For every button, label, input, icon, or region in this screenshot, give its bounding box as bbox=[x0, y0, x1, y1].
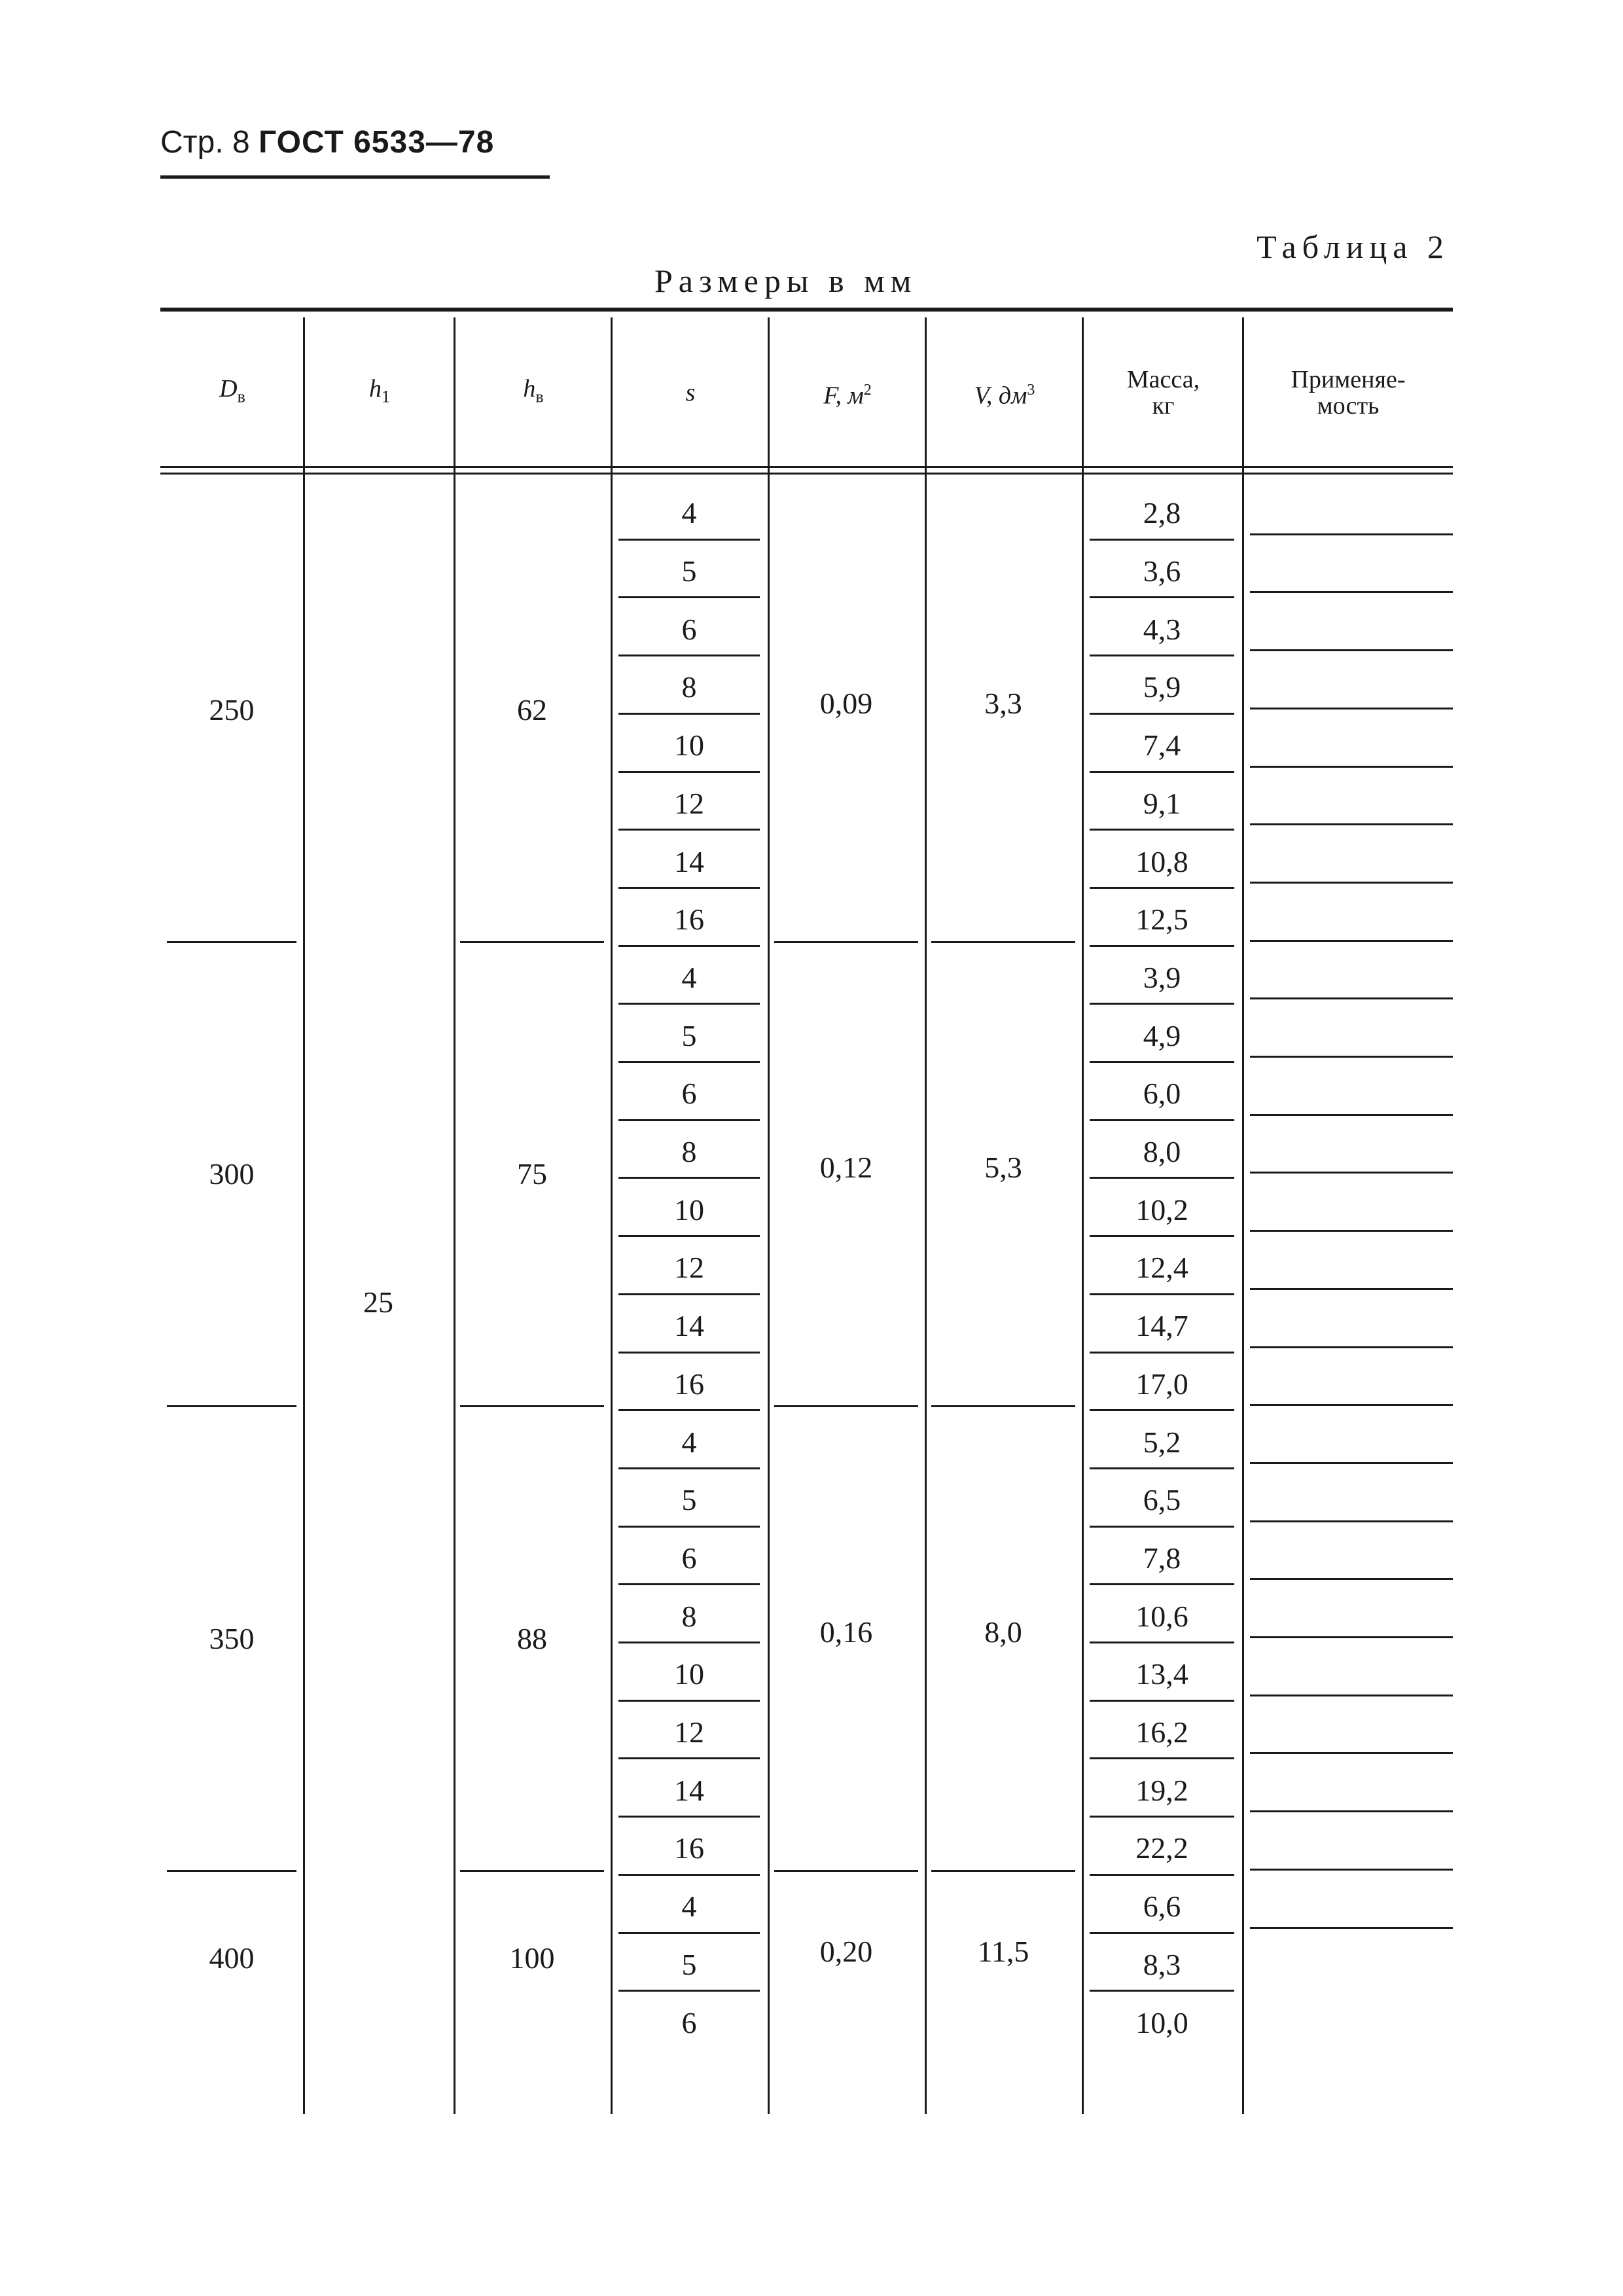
header-bottom-rule-2 bbox=[160, 473, 1453, 475]
row-rule-s bbox=[618, 1583, 760, 1585]
row-rule-mass bbox=[1090, 1467, 1234, 1469]
row-rule-applicability bbox=[1250, 1114, 1453, 1116]
row-rule-mass bbox=[1090, 1526, 1234, 1528]
row-rule-s bbox=[618, 713, 760, 715]
cell-s: 8 bbox=[681, 1135, 697, 1169]
row-rule-applicability bbox=[1250, 1869, 1453, 1871]
cell-mass: 19,2 bbox=[1135, 1773, 1188, 1807]
cell-s: 14 bbox=[674, 1309, 704, 1343]
cell-s: 8 bbox=[681, 1599, 697, 1633]
cell-s: 10 bbox=[674, 1193, 704, 1227]
row-rule-mass bbox=[1090, 1177, 1234, 1179]
cell-mass: 8,3 bbox=[1143, 1947, 1181, 1981]
col-divider-4 bbox=[768, 317, 770, 2114]
row-rule-applicability bbox=[1250, 1927, 1453, 1929]
row-rule-applicability bbox=[1250, 1172, 1453, 1174]
row-rule-applicability bbox=[1250, 940, 1453, 942]
group-rule-v bbox=[931, 1405, 1075, 1407]
row-rule-applicability bbox=[1250, 766, 1453, 768]
col-header-h1 bbox=[304, 317, 455, 468]
cell-s: 6 bbox=[681, 1077, 697, 1111]
row-rule-s bbox=[618, 887, 760, 889]
col-header-applicability-line1: Применяе- bbox=[1291, 366, 1406, 393]
table-label: Таблица 2 bbox=[1257, 228, 1450, 265]
row-rule-s bbox=[618, 829, 760, 831]
col-header-applicability-line2: мость bbox=[1317, 392, 1380, 420]
row-rule-mass bbox=[1090, 1003, 1234, 1005]
col-header-v-superscript: 3 bbox=[1027, 381, 1035, 399]
row-rule-applicability bbox=[1250, 1578, 1453, 1580]
cell-mass: 12,4 bbox=[1135, 1251, 1188, 1285]
cell-s: 5 bbox=[681, 1947, 697, 1981]
cell-f: 0,12 bbox=[819, 1151, 873, 1185]
cell-f: 0,16 bbox=[819, 1615, 873, 1649]
cell-f: 0,09 bbox=[819, 686, 873, 720]
row-rule-applicability bbox=[1250, 1404, 1453, 1406]
cell-s: 14 bbox=[674, 1773, 704, 1807]
cell-s: 16 bbox=[674, 903, 704, 937]
row-rule-mass bbox=[1090, 596, 1234, 598]
col-header-s bbox=[612, 317, 769, 468]
row-rule-s bbox=[618, 771, 760, 773]
cell-s: 10 bbox=[674, 728, 704, 762]
col-header-d bbox=[160, 317, 304, 468]
col-header-v-symbol: V, дм bbox=[974, 382, 1027, 410]
row-rule-applicability bbox=[1250, 1520, 1453, 1522]
col-header-hv bbox=[455, 317, 612, 468]
row-rule-s bbox=[618, 1816, 760, 1818]
group-rule-v bbox=[931, 941, 1075, 943]
group-rule-hv bbox=[460, 1405, 604, 1407]
row-rule-s bbox=[618, 1003, 760, 1005]
cell-s: 12 bbox=[674, 786, 704, 820]
row-rule-mass bbox=[1090, 539, 1234, 541]
cell-s: 5 bbox=[681, 554, 697, 588]
row-rule-s bbox=[618, 945, 760, 947]
row-rule-mass bbox=[1090, 1874, 1234, 1876]
col-header-f-symbol: F, м bbox=[823, 382, 864, 410]
row-rule-applicability bbox=[1250, 1230, 1453, 1232]
cell-v: 8,0 bbox=[984, 1615, 1022, 1649]
cell-s: 6 bbox=[681, 1541, 697, 1575]
cell-s: 4 bbox=[681, 1425, 697, 1459]
group-rule-hv bbox=[460, 941, 604, 943]
cell-d: 350 bbox=[209, 1622, 255, 1655]
cell-mass: 10,2 bbox=[1135, 1193, 1188, 1227]
cell-v: 3,3 bbox=[984, 686, 1022, 720]
cell-mass: 3,9 bbox=[1143, 960, 1181, 994]
col-divider-7 bbox=[1242, 317, 1244, 2114]
row-rule-mass bbox=[1090, 771, 1234, 773]
cell-hv: 100 bbox=[509, 1941, 555, 1975]
row-rule-mass bbox=[1090, 1700, 1234, 1702]
cell-s: 12 bbox=[674, 1715, 704, 1749]
row-rule-s bbox=[618, 1526, 760, 1528]
row-rule-mass bbox=[1090, 655, 1234, 656]
cell-mass: 4,3 bbox=[1143, 612, 1181, 646]
group-rule-d bbox=[167, 1405, 296, 1407]
col-header-d-symbol: D bbox=[219, 374, 238, 403]
col-divider-5 bbox=[925, 317, 927, 2114]
group-rule-f bbox=[774, 1405, 918, 1407]
cell-mass: 9,1 bbox=[1143, 786, 1181, 820]
row-rule-mass bbox=[1090, 1352, 1234, 1354]
cell-s: 4 bbox=[681, 496, 697, 530]
row-rule-applicability bbox=[1250, 1636, 1453, 1638]
cell-h1: 25 bbox=[363, 1285, 393, 1319]
row-rule-applicability bbox=[1250, 823, 1453, 825]
row-rule-mass bbox=[1090, 1119, 1234, 1121]
cell-mass: 6,0 bbox=[1143, 1077, 1181, 1111]
cell-mass: 6,5 bbox=[1143, 1483, 1181, 1517]
group-rule-v bbox=[931, 1870, 1075, 1872]
row-rule-s bbox=[618, 596, 760, 598]
col-header-s-symbol: s bbox=[685, 379, 696, 406]
row-rule-s bbox=[618, 1990, 760, 1992]
cell-mass: 22,2 bbox=[1135, 1831, 1188, 1865]
row-rule-s bbox=[618, 1177, 760, 1179]
cell-mass: 5,2 bbox=[1143, 1425, 1181, 1459]
row-rule-s bbox=[618, 1874, 760, 1876]
cell-mass: 10,6 bbox=[1135, 1599, 1188, 1633]
col-divider-2 bbox=[454, 317, 455, 2114]
row-rule-applicability bbox=[1250, 649, 1453, 651]
col-header-f bbox=[769, 317, 926, 468]
cell-s: 16 bbox=[674, 1367, 704, 1401]
cell-mass: 10,8 bbox=[1135, 844, 1188, 878]
cell-s: 6 bbox=[681, 2005, 697, 2039]
group-rule-hv bbox=[460, 1870, 604, 1872]
row-rule-applicability bbox=[1250, 1810, 1453, 1812]
row-rule-applicability bbox=[1250, 1288, 1453, 1290]
cell-mass: 2,8 bbox=[1143, 496, 1181, 530]
col-header-hv-symbol: h bbox=[523, 374, 536, 403]
col-divider-6 bbox=[1082, 317, 1084, 2114]
cell-mass: 16,2 bbox=[1135, 1715, 1188, 1749]
row-rule-mass bbox=[1090, 1293, 1234, 1295]
col-header-d-subscript: в bbox=[237, 387, 245, 406]
cell-mass: 17,0 bbox=[1135, 1367, 1188, 1401]
col-header-h1-subscript: 1 bbox=[382, 387, 390, 406]
row-rule-applicability bbox=[1250, 997, 1453, 999]
row-rule-applicability bbox=[1250, 1346, 1453, 1348]
row-rule-applicability bbox=[1250, 882, 1453, 884]
table-top-rule bbox=[160, 308, 1453, 312]
col-divider-1 bbox=[303, 317, 305, 2114]
row-rule-s bbox=[618, 1352, 760, 1354]
row-rule-s bbox=[618, 1409, 760, 1411]
row-rule-mass bbox=[1090, 1816, 1234, 1818]
row-rule-mass bbox=[1090, 1932, 1234, 1934]
row-rule-applicability bbox=[1250, 591, 1453, 593]
col-divider-3 bbox=[611, 317, 613, 2114]
row-rule-s bbox=[618, 1061, 760, 1063]
row-rule-mass bbox=[1090, 1990, 1234, 1992]
col-header-mass-line2: кг bbox=[1152, 392, 1175, 420]
group-rule-d bbox=[167, 1870, 296, 1872]
standard-number: ГОСТ 6533—78 bbox=[259, 125, 495, 160]
group-rule-d bbox=[167, 941, 296, 943]
cell-mass: 5,9 bbox=[1143, 670, 1181, 704]
cell-v: 11,5 bbox=[977, 1934, 1029, 1968]
cell-mass: 14,7 bbox=[1135, 1309, 1188, 1343]
col-header-mass-line1: Масса, bbox=[1126, 366, 1200, 393]
cell-d: 300 bbox=[209, 1157, 255, 1191]
cell-mass: 13,4 bbox=[1135, 1657, 1188, 1691]
row-rule-s bbox=[618, 1757, 760, 1759]
cell-mass: 12,5 bbox=[1135, 903, 1188, 937]
cell-s: 16 bbox=[674, 1831, 704, 1865]
row-rule-mass bbox=[1090, 1641, 1234, 1643]
row-rule-s bbox=[618, 1293, 760, 1295]
row-rule-s bbox=[618, 539, 760, 541]
cell-mass: 6,6 bbox=[1143, 1890, 1181, 1924]
cell-s: 14 bbox=[674, 844, 704, 878]
cell-mass: 10,0 bbox=[1135, 2005, 1188, 2039]
col-header-applicability bbox=[1243, 317, 1453, 468]
group-rule-f bbox=[774, 1870, 918, 1872]
row-rule-s bbox=[618, 1932, 760, 1934]
cell-s: 4 bbox=[681, 960, 697, 994]
row-rule-mass bbox=[1090, 1583, 1234, 1585]
cell-s: 8 bbox=[681, 670, 697, 704]
group-rule-f bbox=[774, 941, 918, 943]
cell-mass: 4,9 bbox=[1143, 1018, 1181, 1052]
row-rule-s bbox=[618, 1235, 760, 1237]
col-header-h1-symbol: h bbox=[369, 374, 382, 403]
cell-s: 5 bbox=[681, 1018, 697, 1052]
cell-hv: 88 bbox=[517, 1622, 547, 1655]
row-rule-s bbox=[618, 1467, 760, 1469]
row-rule-mass bbox=[1090, 713, 1234, 715]
cell-s: 5 bbox=[681, 1483, 697, 1517]
row-rule-mass bbox=[1090, 829, 1234, 831]
cell-hv: 75 bbox=[517, 1157, 547, 1191]
cell-d: 250 bbox=[209, 692, 255, 726]
cell-mass: 8,0 bbox=[1143, 1135, 1181, 1169]
col-header-f-superscript: 2 bbox=[863, 381, 872, 399]
page-number: Стр. 8 bbox=[160, 125, 250, 160]
row-rule-applicability bbox=[1250, 533, 1453, 535]
col-header-v bbox=[926, 317, 1083, 468]
cell-v: 5,3 bbox=[984, 1151, 1022, 1185]
row-rule-s bbox=[618, 1700, 760, 1702]
row-rule-mass bbox=[1090, 1409, 1234, 1411]
cell-f: 0,20 bbox=[819, 1934, 873, 1968]
row-rule-applicability bbox=[1250, 1056, 1453, 1058]
row-rule-s bbox=[618, 1641, 760, 1643]
cell-d: 400 bbox=[209, 1941, 255, 1975]
row-rule-mass bbox=[1090, 1757, 1234, 1759]
units-label: Размеры в мм bbox=[654, 262, 918, 299]
row-rule-mass bbox=[1090, 1235, 1234, 1237]
cell-mass: 7,8 bbox=[1143, 1541, 1181, 1575]
cell-hv: 62 bbox=[517, 692, 547, 726]
row-rule-s bbox=[618, 655, 760, 656]
row-rule-s bbox=[618, 1119, 760, 1121]
cell-s: 6 bbox=[681, 612, 697, 646]
row-rule-applicability bbox=[1250, 1752, 1453, 1754]
row-rule-mass bbox=[1090, 1061, 1234, 1063]
row-rule-applicability bbox=[1250, 1462, 1453, 1464]
cell-mass: 3,6 bbox=[1143, 554, 1181, 588]
row-rule-mass bbox=[1090, 887, 1234, 889]
col-header-hv-subscript: в bbox=[535, 387, 544, 406]
cell-s: 4 bbox=[681, 1890, 697, 1924]
cell-mass: 7,4 bbox=[1143, 728, 1181, 762]
cell-s: 12 bbox=[674, 1251, 704, 1285]
row-rule-applicability bbox=[1250, 708, 1453, 709]
row-rule-applicability bbox=[1250, 1695, 1453, 1696]
row-rule-mass bbox=[1090, 945, 1234, 947]
col-header-mass bbox=[1083, 317, 1243, 468]
cell-s: 10 bbox=[674, 1657, 704, 1691]
